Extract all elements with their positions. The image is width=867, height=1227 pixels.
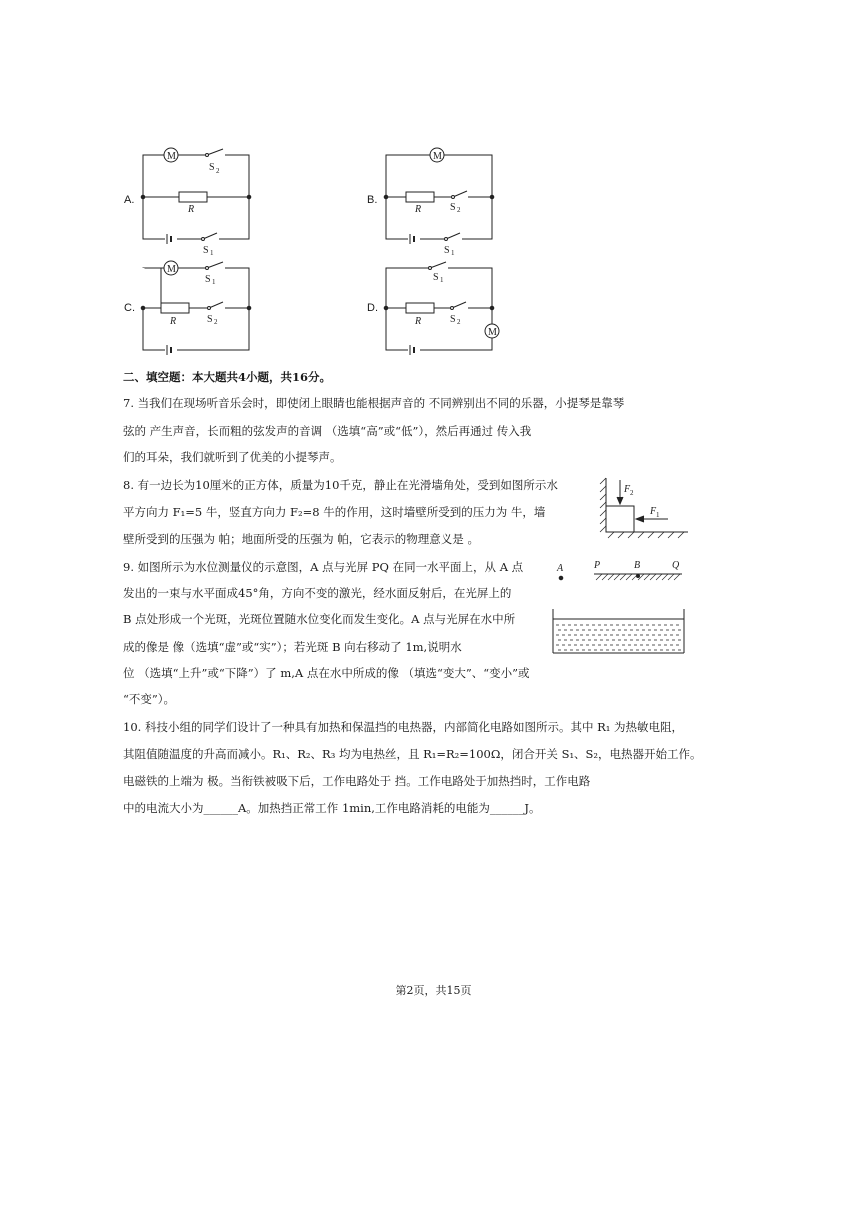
wall-block-figure	[598, 474, 690, 542]
svg-text:R: R	[170, 316, 177, 327]
q9-line: “不变”）。	[123, 692, 176, 706]
svg-text:S: S	[444, 245, 450, 255]
svg-text:R: R	[415, 316, 422, 327]
q7-line: 们的耳朵，我们就听到了优美的小提琴声。	[123, 450, 342, 464]
svg-text:1: 1	[210, 249, 214, 255]
section-heading: 二、填空题：本大题共4小题，共16分。	[123, 370, 332, 384]
circuit-d-diagram	[378, 258, 503, 358]
svg-text:F: F	[624, 484, 631, 495]
q10-line: 中的电流大小为______A。加热挡正常工作 1min,工作电路消耗的电能为______J。	[123, 801, 541, 815]
svg-text:1: 1	[212, 278, 216, 286]
q7-line: 7. 当我们在现场听音乐会时，即使闭上眼睛也能根据声音的 不同辨别出不同的乐器，小提琴是靠琴	[123, 396, 625, 410]
svg-text:F: F	[650, 506, 657, 517]
svg-text:S: S	[203, 245, 209, 255]
q10-line: 10. 科技小组的同学们设计了一种具有加热和保温挡的电热器，内部简化电路如图所示。其中 R₁ 为热敏电阻，	[123, 720, 684, 734]
q8-line: 8. 有一边长为10厘米的正方体，质量为10千克，静止在光滑墙角处，受到如图所示水	[123, 478, 558, 492]
svg-text:Q: Q	[672, 560, 680, 571]
motor-icon: M	[167, 151, 176, 162]
svg-text:P: P	[594, 560, 601, 571]
svg-text:2: 2	[457, 318, 461, 326]
option-a-label: A.	[124, 194, 135, 206]
q7-line: 弦的 产生声音，长而粗的弦发声的音调 （选填“高”或“低”），然后再通过 传入我	[123, 424, 532, 438]
point-a-dot	[559, 576, 563, 580]
svg-text:2: 2	[214, 318, 218, 326]
svg-text:2: 2	[630, 489, 634, 497]
svg-text:S: S	[450, 202, 456, 213]
svg-text:A: A	[557, 563, 564, 574]
circuit-b-diagram	[378, 145, 503, 255]
q10-line: 其阻值随温度的升高而减小。R₁、R₂、R₃ 均为电热丝，且 R₁=R₂=100Ω，闭合开关 S₁、S₂，电热器开始工作。	[123, 747, 702, 761]
option-d-label: D.	[367, 302, 378, 314]
circuit-c-diagram	[135, 258, 260, 358]
q9-line: 9. 如图所示为水位测量仪的示意图，A 点与光屏 PQ 在同一水平面上，从 A 点	[123, 560, 524, 574]
motor-icon: M	[167, 264, 176, 275]
svg-text:2: 2	[216, 167, 220, 175]
svg-text:S: S	[205, 274, 211, 285]
motor-icon: M	[433, 151, 442, 162]
svg-text:S: S	[209, 162, 215, 173]
svg-text:R: R	[415, 204, 422, 215]
q8-line: 壁所受到的压强为 帕；地面所受的压强为 帕，它表示的物理意义是 。	[123, 532, 479, 546]
option-c-label: C.	[124, 302, 135, 314]
page-number: 第2页，共15页	[395, 984, 472, 997]
circuit-a-diagram	[135, 145, 260, 255]
svg-text:S: S	[450, 314, 456, 325]
svg-text:S: S	[433, 272, 439, 283]
svg-text:1: 1	[656, 511, 660, 519]
motor-icon: M	[488, 327, 497, 338]
q10-line: 电磁铁的上端为 极。当衔铁被吸下后，工作电路处于 挡。工作电路处于加热挡时，工作电路	[123, 774, 591, 788]
svg-text:2: 2	[457, 206, 461, 214]
q9-line: 位 （选填“上升”或“下降”）了 m,A 点在水中所成的像 （填选“变大”、“变小”或	[123, 666, 530, 680]
svg-text:B: B	[634, 560, 641, 571]
svg-text:S: S	[207, 314, 213, 325]
q8-line: 平方向力 F₁=5 牛，竖直方向力 F₂=8 牛的作用，这时墙壁所受到的压力为 牛，墙	[123, 505, 546, 519]
q9-line: B 点处形成一个光斑，光斑位置随水位变化而发生变化。A 点与光屏在水中所	[123, 612, 516, 626]
q9-line: 成的像是 像（选填“虚”或“实”）；若光斑 B 向右移动了 1m,说明水	[123, 640, 462, 654]
q9-line: 发出的一束与水平面成45°角，方向不变的激光，经水面反射后，在光屏上的	[123, 586, 512, 600]
svg-text:R: R	[188, 204, 195, 215]
option-b-label: B.	[367, 194, 378, 206]
water-level-figure	[550, 555, 690, 655]
svg-text:1: 1	[451, 249, 455, 255]
svg-text:1: 1	[440, 276, 444, 284]
